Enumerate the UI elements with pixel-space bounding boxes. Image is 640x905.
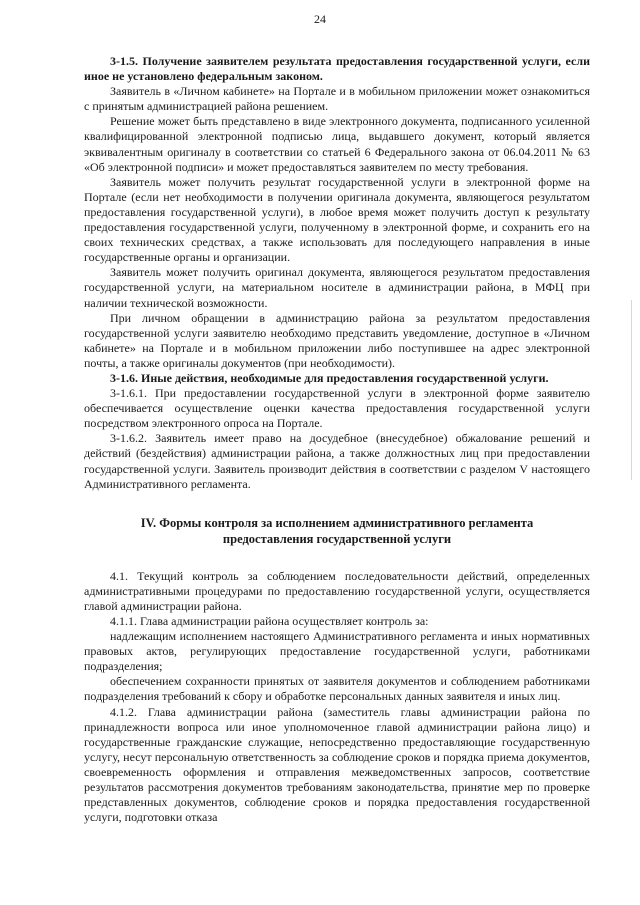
section-iv-heading-line: предоставления государственной услуги [222,531,452,546]
paragraph: Заявитель может получить результат государственной услуги в электронной форме на Портале (если нет необходимости в получении оригинала документа, являющегося результатом предоставления государственной услуги), в любое время может получить доступ к результату предоставления государственной услуги, полученному в электронной форме, и сохранить его на своих технических средствах, а также использовать для последующего направления в иные государственные органы и организации. [84,174,590,265]
paragraph: 4.1.2. Глава администрации района (заместитель главы администрации района по принадлежности вопроса или иное уполномоченное главой администрации района лицо) и государственные гражданские служащие, непосредственно предоставляющие государственную услугу, несут персональную ответственность за соблюдение сроков и порядка приема документов, своевременность оформления и отправления межведомственных запросов, соответствие результатов рассмотрения документов требованиям законодательства, принятие мер по проверке представленных документов, соблюдение сроков и порядка предоставления государственной услуги, подготовки отказа [84,704,590,825]
paragraph: обеспечением сохранности принятых от заявителя документов и соблюдением работниками подразделения требований к сбору и обработке персональных данных заявителя и иных лиц. [84,674,590,704]
paragraph: надлежащим исполнением настоящего Административного регламента и иных нормативных правовых актов, регулирующих предоставление государственной услуги, работниками подразделения; [84,629,590,674]
paragraph: 3-1.6.2. Заявитель имеет право на досудебное (внесудебное) обжалование решений и действий (бездействия) администрации района, а также должностных лиц при предоставлении государственной услуги. Заявитель производит действия в соответствии с разделом V настоящего Административного регламента. [84,431,590,491]
paragraph: 4.1.1. Глава администрации района осуществляет контроль за: [110,614,429,628]
paragraph: Решение может быть представлено в виде электронного документа, подписанного усиленной квалифицированной электронной подписью лица, выдавшего документ, который является эквивалентным оригиналу в соответствии со статьей 6 Федерального закона от 06.04.2011 № 63 «Об электронной подписи» и может предоставляться заявителем по месту требования. [84,114,590,174]
page-number: 24 [314,12,326,26]
document-body [84,54,590,825]
paragraph: Заявитель может получить оригинал документа, являющегося результатом предоставления государственной услуги, на материальном носителе в администрации района, в МФЦ при наличии технической возможности. [84,265,590,310]
section-iv-heading [84,515,590,547]
section-3-1-6-title: 3-1.6. Иные действия, необходимые для предоставления государственной услуги. [110,370,549,385]
section-3-1-5-title: 3-1.5. Получение заявителем результата предоставления государственной услуги, если иное не установлено федеральным законом. [84,54,590,84]
paragraph: 3-1.6.1. При предоставлении государственной услуги в электронной форме заявителю обеспечивается осуществление оценки качества предоставления государственной услуги посредством электронного опроса на Портале. [84,386,590,431]
paragraph: Заявитель в «Личном кабинете» на Портале и в мобильном приложении может ознакомиться с принятым администрацией района решением. [84,84,590,114]
scan-edge-line [631,300,632,480]
paragraph: При личном обращении в администрацию района за результатом предоставления государственной услуги заявителю необходимо представить уведомление, доступное в «Личном кабинете» на Портале и в мобильном приложении либо поступившее на адрес электронной почты, а также оригиналы документов (при необходимости). [84,310,590,370]
paragraph: 4.1. Текущий контроль за соблюдением последовательности действий, определенных административными процедурами по предоставлению государственной услуги, осуществляется главой администрации района. [84,568,590,613]
section-iv-heading-line: IV. Формы контроля за исполнением административного регламента [140,515,534,530]
